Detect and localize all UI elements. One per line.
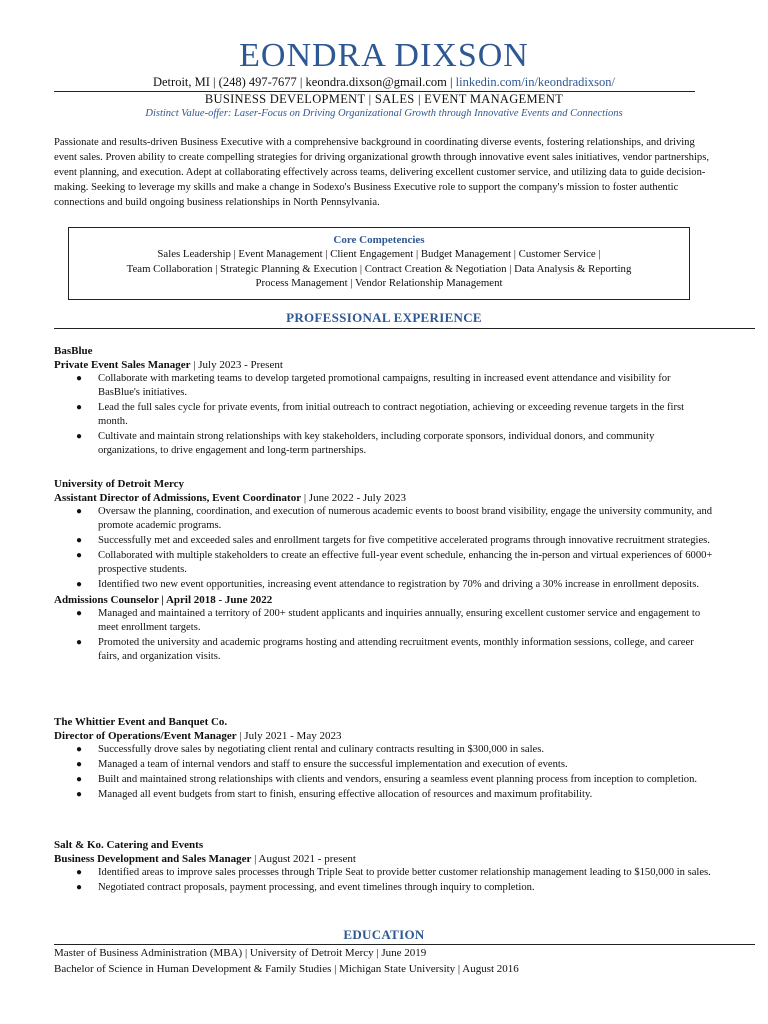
bullet-item [54, 788, 714, 802]
bullet-item [54, 881, 714, 895]
bullet-dot-icon: ● [76, 373, 83, 384]
job-entry [54, 477, 714, 665]
bullet-item [54, 636, 714, 664]
education-entry: Master of Business Administration (MBA) | University of Detroit Mercy | June 2019 [54, 947, 427, 959]
bullet-dot-icon: ● [76, 759, 83, 770]
bullet-item [54, 401, 714, 429]
bullet-text: Successfully drove sales by negotiating client rental and culinary contracts resulting in $300,000 in sales. [98, 744, 545, 755]
bullet-text: Lead the full sales cycle for private events, from initial outreach to contract negotiation, achieving or exceeding revenue targets in the first month. [98, 402, 685, 427]
bullet-dot-icon: ● [76, 867, 83, 878]
competency-line: Team Collaboration | Strategic Planning & Execution | Contract Creation & Negotiation | Data Analysis & Reporting [126, 262, 632, 275]
role-dates: | July 2023 - Present [190, 359, 283, 371]
contact-line [0, 74, 768, 90]
contact-details: Detroit, MI | (248) 497-7677 | keondra.dixson@gmail.com | [152, 75, 456, 89]
bullet-text: Cultivate and maintain strong relationships with key stakeholders, including corporate sponsors, individual donors, and community organizations, to drive engagement and long-term partnerships. [98, 431, 655, 456]
role-line [54, 729, 714, 743]
bullet-text: Promoted the university and academic programs hosting and attending recruitment events, monthly information sessions, college, and career fairs, and organization visits. [98, 637, 694, 662]
competency-line: Sales Leadership | Event Management | Client Engagement | Budget Management | Customer Service | [157, 248, 601, 260]
bullet-item [54, 773, 714, 787]
bullet-dot-icon: ● [76, 550, 83, 561]
bullet-dot-icon: ● [76, 579, 83, 590]
bullet-item [54, 607, 714, 635]
bullet-text: Oversaw the planning, coordination, and execution of numerous academic events to boost brand visibility, engage the university community, and promote academic programs. [98, 506, 713, 531]
bullet-dot-icon: ● [76, 882, 83, 893]
bullet-text: Managed and maintained a territory of 200+ student applicants and inquiries annually, ensuring excellent customer service and engagement to meet enrollment targets. [98, 608, 701, 633]
bullet-dot-icon: ● [76, 608, 83, 619]
role-dates: | June 2022 - July 2023 [301, 492, 406, 504]
experience-divider [54, 328, 755, 329]
bullet-dot-icon: ● [76, 402, 83, 413]
summary-paragraph: Passionate and results-driven Business Executive with a comprehensive background in coordinating diverse events, fostering relationships, and driving event sales. Proven ability to create compelling strategies for driving organizational growth through innovative event sales initiatives, vendor partnerships, event planning, and execution. Adept at collaborating effectively across teams, delivering excellent customer service, and utilizing data to guide decision-making. Seeking to leverage my skills and make a change in Sodexo's Business Executive role to support the company's mission to foster authentic connections and build ongoing business relationships in North Pennsylvania. [54, 137, 709, 208]
bullet-text: Built and maintained strong relationships with clients and vendors, ensuring a seamless event planning process from inception to completion. [98, 774, 698, 785]
role-line [54, 491, 714, 505]
company-name: University of Detroit Mercy [54, 478, 185, 490]
bullet-text: Negotiated contract proposals, payment processing, and event timelines through inquiry to completion. [98, 882, 535, 893]
bullet-item [54, 430, 714, 458]
bullet-item [54, 534, 714, 548]
role-line [54, 852, 714, 866]
job-entry [54, 838, 714, 896]
bullet-item [54, 743, 714, 757]
bullet-dot-icon: ● [76, 774, 83, 785]
education-divider [54, 944, 755, 945]
candidate-name: EONDRA DIXSON [239, 37, 529, 74]
job-entry [54, 344, 714, 459]
role-title: Private Event Sales Manager [54, 359, 191, 371]
bullet-list [54, 607, 714, 664]
bullet-text: Identified areas to improve sales processes through Triple Seat to provide better customer relationship management leading to $150,000 in sales. [98, 867, 711, 878]
core-competencies-title: Core Competencies [333, 234, 425, 246]
linkedin-link[interactable]: linkedin.com/in/keondradixson/ [455, 75, 615, 89]
education-entry: Bachelor of Science in Human Development & Family Studies | Michigan State University | August 2016 [54, 963, 519, 975]
bullet-text: Collaborate with marketing teams to develop targeted promotional campaigns, resulting in increased event attendance and visibility for BasBlue's initiatives. [98, 373, 671, 398]
headline: BUSINESS DEVELOPMENT | SALES | EVENT MANAGEMENT [204, 92, 564, 106]
bullet-list [54, 743, 714, 802]
role-dates: | August 2021 - present [251, 853, 356, 865]
bullet-dot-icon: ● [76, 789, 83, 800]
education-section-title: EDUCATION [343, 927, 425, 942]
bullet-text: Successfully met and exceeded sales and enrollment targets for five competitive accelerated programs through innovative recruitment strategies. [98, 535, 710, 546]
bullet-list [54, 505, 714, 592]
bullet-dot-icon: ● [76, 431, 83, 442]
bullet-dot-icon: ● [76, 506, 83, 517]
company-name: BasBlue [54, 345, 93, 357]
value-offer: Distinct Value-offer: Laser-Focus on Driving Organizational Growth through Innovative Events and Connections [145, 108, 623, 119]
bullet-dot-icon: ● [76, 744, 83, 755]
company-name: The Whittier Event and Banquet Co. [54, 716, 228, 728]
role-title: Admissions Counselor | April 2018 - June 2022 [54, 594, 273, 606]
bullet-item [54, 372, 714, 400]
bullet-text: Collaborated with multiple stakeholders to create an effective full-year event schedule, enhancing the in-person and virtual experiences of 6000+ prospective students. [98, 550, 713, 575]
bullet-item [54, 758, 714, 772]
experience-section-title: PROFESSIONAL EXPERIENCE [286, 310, 482, 325]
bullet-item [54, 505, 714, 533]
company-name: Salt & Ko. Catering and Events [54, 839, 204, 851]
core-competencies-box [68, 227, 690, 300]
bullet-text: Identified two new event opportunities, increasing event attendance to registration by 70% and driving a 30% increase in enrollment deposits. [98, 579, 700, 590]
role-title: Business Development and Sales Manager [54, 853, 252, 865]
bullet-dot-icon: ● [76, 535, 83, 546]
bullet-text: Managed a team of internal vendors and staff to ensure the successful implementation and execution of events. [98, 759, 568, 770]
bullet-item [54, 578, 714, 592]
role-line [54, 358, 714, 372]
competency-line: Process Management | Vendor Relationship Management [255, 277, 503, 289]
role-line [54, 593, 714, 607]
bullet-list [54, 866, 714, 895]
bullet-item [54, 549, 714, 577]
bullet-item [54, 866, 714, 880]
bullet-list [54, 372, 714, 458]
role-dates: | July 2021 - May 2023 [236, 730, 342, 742]
bullet-dot-icon: ● [76, 637, 83, 648]
job-entry [54, 715, 714, 803]
role-title: Director of Operations/Event Manager [54, 730, 237, 742]
role-title: Assistant Director of Admissions, Event Coordinator [54, 492, 302, 504]
bullet-text: Managed all event budgets from start to finish, ensuring effective allocation of resources and maximum profitability. [98, 789, 593, 800]
